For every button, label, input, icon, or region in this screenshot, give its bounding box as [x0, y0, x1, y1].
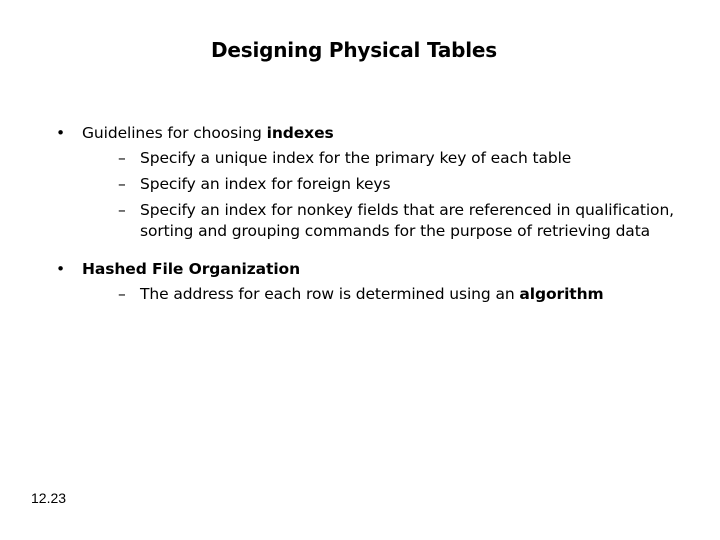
dash-marker: – [118, 285, 126, 303]
bullet-text-bold: indexes [266, 124, 334, 142]
sub-item-text: Specify an index for foreign keys [140, 175, 391, 193]
bullet-text-bold: Hashed File Organization [82, 260, 301, 278]
dash-marker: – [118, 201, 126, 219]
spacer [56, 247, 696, 259]
sub-item [82, 174, 696, 195]
slide-title: Designing Physical Tables [211, 38, 497, 62]
bullet-item-indexes [56, 123, 696, 242]
sub-item-text-bold: algorithm [519, 285, 604, 303]
dash-marker: – [118, 149, 126, 167]
dash-marker: – [118, 175, 126, 193]
slide-number: 12.23 [31, 490, 67, 506]
bullet-list [56, 123, 696, 310]
sub-item-text: The address for each row is determined using an [140, 285, 520, 303]
sub-list [82, 284, 696, 305]
bullet-item-hashed-file [56, 259, 696, 305]
bullet-marker: • [56, 260, 66, 278]
sub-item [82, 148, 696, 169]
sub-list [82, 148, 696, 242]
sub-item-text: Specify an index for nonkey fields that are referenced in qualification, sorting and grouping commands for the purpose of retrieving data [140, 201, 674, 240]
sub-item-text: Specify a unique index for the primary key of each table [140, 149, 572, 167]
bullet-marker: • [56, 124, 66, 142]
sub-item [82, 284, 696, 305]
bullet-text: Guidelines for choosing [82, 124, 267, 142]
sub-item [82, 200, 696, 242]
